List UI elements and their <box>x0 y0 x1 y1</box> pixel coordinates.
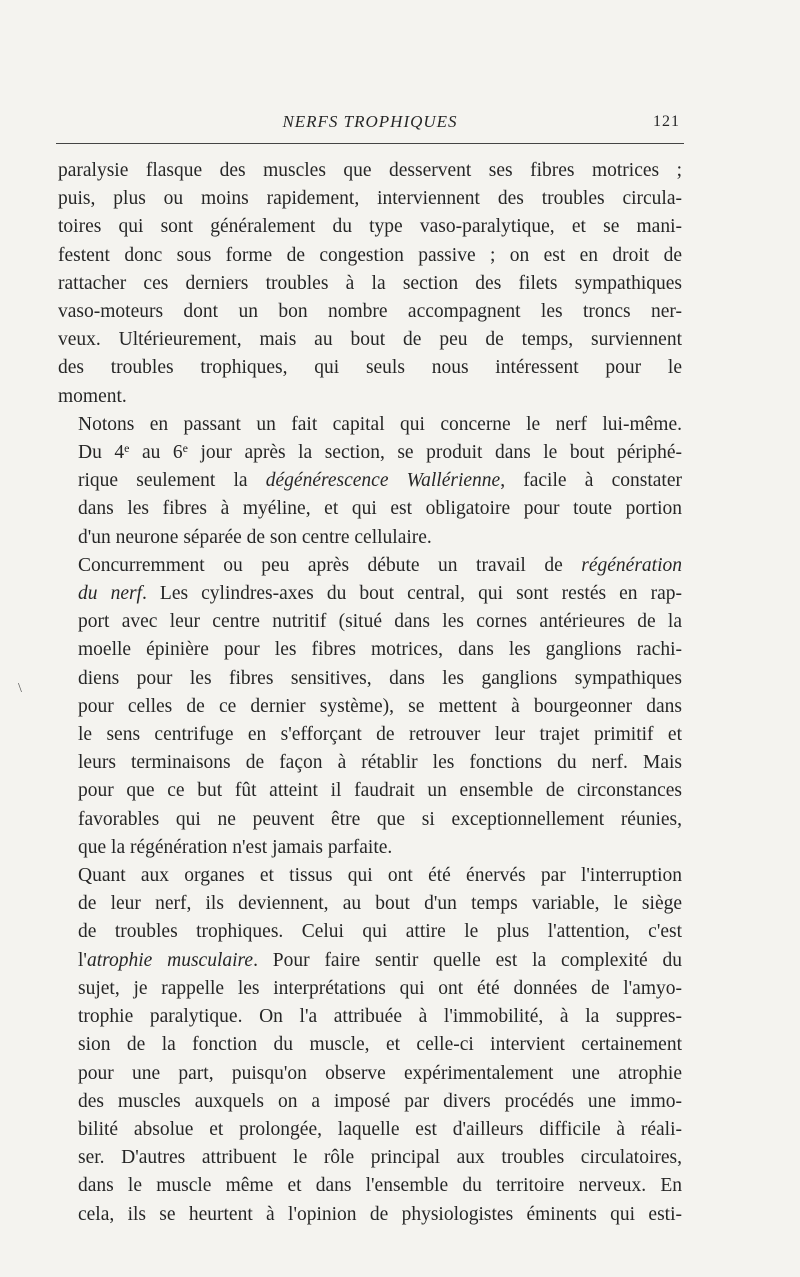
text-line: leurs terminaisons de façon à rétablir les fonctions du nerf. Mais <box>78 752 682 774</box>
paragraph-4 <box>58 862 682 1229</box>
text-line: rique seulement la dégénérescence Wallérienne, facile à constater <box>78 470 682 492</box>
emphasis-text: régénération <box>581 554 682 576</box>
text-line: paralysie flasque des muscles que desservent ses fibres motrices ; <box>58 160 682 181</box>
text-line: d'un neurone séparée de son centre cellulaire. <box>78 526 432 548</box>
text-line: favorables qui ne peuvent être que si exceptionnellement réunies, <box>78 808 682 830</box>
text-line: que la régénération n'est jamais parfaite. <box>78 836 393 858</box>
text-line: port avec leur centre nutritif (situé dans les cornes antérieures de la <box>78 611 682 633</box>
text-line: pour celles de ce dernier système), se mettent à bourgeonner dans <box>78 695 682 717</box>
margin-mark: \ <box>18 681 22 696</box>
text-line: cela, ils se heurtent à l'opinion de physiologistes éminents qui esti- <box>78 1203 682 1225</box>
text-line: festent donc sous forme de congestion passive ; on est en droit de <box>58 244 682 266</box>
text-line: des troubles trophiques, qui seuls nous intéressent pour le <box>58 357 682 379</box>
paragraph-3 <box>58 552 682 862</box>
text-line: le sens centrifuge en s'efforçant de retrouver leur trajet primitif et <box>78 724 682 746</box>
text-line: des muscles auxquels on a imposé par divers procédés une immo- <box>78 1090 682 1112</box>
text-line: moelle épinière pour les fibres motrices, dans les ganglions rachi- <box>78 639 682 661</box>
text-line: l'atrophie musculaire. Pour faire sentir quelle est la complexité du <box>78 949 682 971</box>
emphasis-text: du nerf <box>78 583 142 605</box>
text-line: pour une part, puisqu'on observe expérimentalement une atrophie <box>78 1062 682 1084</box>
text-line: toires qui sont généralement du type vaso-paralytique, et se mani- <box>58 216 682 238</box>
text-line: sion de la fonction du muscle, et celle-ci intervient certainement <box>78 1034 682 1056</box>
text-line: de troubles trophiques. Celui qui attire le plus l'attention, c'est <box>78 921 682 943</box>
paragraph-2 <box>58 411 682 552</box>
text-line: rattacher ces derniers troubles à la section des filets sympathiques <box>58 272 682 294</box>
text-line: moment. <box>58 385 127 407</box>
text-line: Quant aux organes et tissus qui ont été énervés par l'interruption <box>78 865 682 887</box>
text-line: diens pour les fibres sensitives, dans les ganglions sympathiques <box>78 667 682 689</box>
emphasis-text: dégénérescence Wallérienne <box>265 470 501 492</box>
text-line: Du 4e au 6e jour après la section, se produit dans le bout périphé- <box>78 441 682 464</box>
body-text <box>58 157 682 1229</box>
text-line: pour que ce but fût atteint il faudrait un ensemble de circonstances <box>78 780 682 802</box>
paragraph-1 <box>58 157 682 411</box>
text-line: sujet, je rappelle les interprétations qui ont été données de l'amyo- <box>78 977 682 999</box>
page-number: 121 <box>653 113 680 130</box>
running-title: NERFS TROPHIQUES <box>282 112 458 131</box>
text-line: trophie paralytique. On l'a attribuée à l'immobilité, à la suppres- <box>78 1006 682 1028</box>
text-line: de leur nerf, ils deviennent, au bout d'un temps variable, le siège <box>78 893 682 915</box>
text-line: veux. Ultérieurement, mais au bout de peu de temps, surviennent <box>58 329 682 351</box>
header-rule <box>56 143 684 144</box>
text-line: bilité absolue et prolongée, laquelle est d'ailleurs difficile à réali- <box>78 1118 682 1140</box>
text-line: vaso-moteurs dont un bon nombre accompagnent les troncs ner- <box>58 301 682 323</box>
page-header <box>58 112 682 134</box>
emphasis-text: atrophie musculaire <box>86 949 254 971</box>
text-line: Concurremment ou peu après débute un travail de régénération <box>78 554 682 576</box>
text-line: dans le muscle même et dans l'ensemble du territoire nerveux. En <box>78 1175 682 1197</box>
text-line: puis, plus ou moins rapidement, interviennent des troubles circula- <box>58 188 682 210</box>
text-line: dans les fibres à myéline, et qui est obligatoire pour toute portion <box>78 498 682 520</box>
text-line: du nerf. Les cylindres-axes du bout central, qui sont restés en rap- <box>78 583 682 605</box>
text-line: ser. D'autres attribuent le rôle principal aux troubles circulatoires, <box>78 1147 682 1169</box>
text-line: Notons en passant un fait capital qui concerne le nerf lui-même. <box>78 413 682 435</box>
